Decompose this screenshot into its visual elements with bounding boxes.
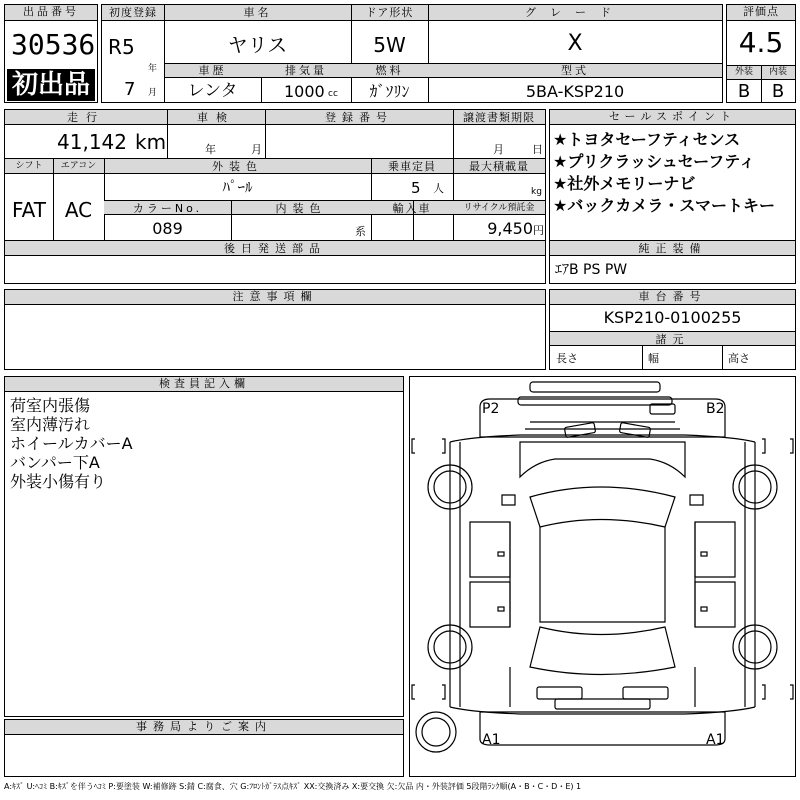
score-label: 評価点 [727,5,795,21]
shift-type: FAT [11,198,46,222]
inspector-note-line: バンパー下A [10,453,100,472]
mileage-label: 走行 [67,111,105,124]
color-number: 089 [152,219,183,238]
first-listing-badge: 初出品 [7,69,95,101]
car-outline-drawing [410,377,795,776]
inspection-label: 車検 [197,111,235,124]
later-parts-label: 後日発送部品 [224,242,326,255]
recycle-fee-label: リサイクル預託金 [463,203,535,213]
inspection-month-unit: 月 [251,143,262,156]
car-name: ヤリス [227,33,288,57]
damage-mark: A1 [482,732,501,748]
notes-box [4,289,546,370]
damage-mark: P2 [482,401,500,417]
lot-number-box [4,4,98,103]
vehicle-header-table [101,4,723,103]
height-label: 高さ [728,352,750,365]
interior-color-unit: 系 [355,225,366,238]
displacement-unit: cc [328,89,338,99]
import-label: 輸入車 [392,202,432,215]
damage-mark: B2 [706,401,725,417]
notes-title: 注意事項欄 [5,290,545,305]
grade-label: グレード [525,6,625,19]
office-notice-title: 事務局よりご案内 [5,720,403,735]
year-unit: 年 [148,64,158,74]
score-box [726,4,796,103]
car-name-label: 車名 [243,6,272,19]
sales-point-item: ★プリクラッシュセーフティ [553,152,756,171]
displacement: 1000 [284,82,325,101]
document-day-unit: 日 [532,143,543,156]
model-code: 5BA-KSP210 [525,82,625,101]
score: 4.5 [738,26,784,59]
exterior-grade: B [737,81,751,102]
sales-point-item: ★トヨタセーフティセンス [553,130,741,149]
era: R [108,35,122,59]
sales-point-item: ★社外メモリーナビ [553,174,696,193]
document-deadline-label: 譲渡書類期限 [463,111,535,124]
interior-grade: B [771,81,785,102]
sales-points-box [549,109,796,284]
interior-color-label: 内装色 [275,202,327,215]
chassis-number: KSP210-0100255 [603,308,742,327]
length-label: 長さ [556,352,578,365]
exterior-color-label: 外装色 [212,160,263,173]
vehicle-info-table [4,109,546,284]
model-code-label: 型式 [561,64,589,77]
inspector-notes-title: 検査員記入欄 [5,377,403,392]
interior-label: 内装 [768,67,787,77]
vehicle-history: レンタ [187,81,238,101]
shift-label: シフト [15,161,43,171]
first-registration-label: 初度登録 [109,6,157,19]
chassis-box [549,289,796,370]
inspector-note-line: ホイールカバーA [10,434,133,453]
color-number-label: カラーNo. [132,202,203,215]
equipment-title: 純正装備 [638,242,707,255]
sales-point-item: ★バックカメラ・スマートキー [553,196,776,215]
damage-code-legend: A:ｷｽﾞ U:ﾍｺﾐ B:ｷｽﾞを伴うﾍｺﾐ P:要塗装 W:補修跡 S:錆 C:腐食、穴 G:ﾌﾛﾝﾄｶﾞﾗｽ点ｷｽﾞ XX:交換済み X:要交換 欠:欠品 内・外装評価 5段階ﾗﾝｸ順(A・B・C・D・E) 1 [4,782,582,791]
aircon-type: AC [64,198,93,222]
inspector-note-line: 外装小傷有り [10,472,107,491]
car-damage-diagram [409,376,796,777]
specs-title: 諸元 [655,333,690,346]
mileage-unit: km [135,130,167,154]
exterior-label: 外装 [734,67,753,77]
recycle-fee-unit: 円 [533,224,544,237]
capacity: 5 [411,179,421,197]
exterior-color: ﾊﾟｰﾙ [222,178,253,196]
lot-number: 30536 [11,28,96,61]
office-notice-box [4,719,404,777]
fuel-label: 燃料 [375,64,404,77]
document-month-unit: 月 [493,143,504,156]
capacity-unit: 人 [433,182,444,195]
mileage: 41,142 [57,130,127,154]
door-type-label: ドア形状 [365,6,414,19]
max-load-label: 最大積載量 [469,160,529,173]
chassis-number-label: 車台番号 [550,290,795,305]
grade: X [567,31,583,56]
inspection-year-unit: 年 [205,143,216,156]
registration-month: 7 [124,79,136,100]
recycle-fee: 9,450 [487,219,533,238]
history-label: 車歴 [198,64,227,77]
width-label: 幅 [648,352,659,365]
capacity-label: 乗車定員 [388,160,436,173]
registration-year: 5 [122,35,135,59]
inspector-note-line: 荷室内張傷 [10,396,91,415]
damage-mark: A1 [706,732,725,748]
equipment-value: ｴｱB PS PW [555,262,628,278]
plate-label: 登録番号 [325,111,393,124]
month-unit: 月 [148,88,158,98]
load-unit: kg [531,187,542,197]
door-type: 5W [373,33,406,57]
lot-number-label: 出品番号 [5,5,97,21]
inspector-notes-box [4,376,404,717]
aircon-label: エアコン [60,161,97,171]
inspector-note-line: 室内薄汚れ [10,415,91,434]
sales-points-title: セールスポイント [550,110,795,125]
fuel-type: ｶﾞｿﾘﾝ [369,82,410,101]
displacement-label: 排気量 [285,64,327,77]
